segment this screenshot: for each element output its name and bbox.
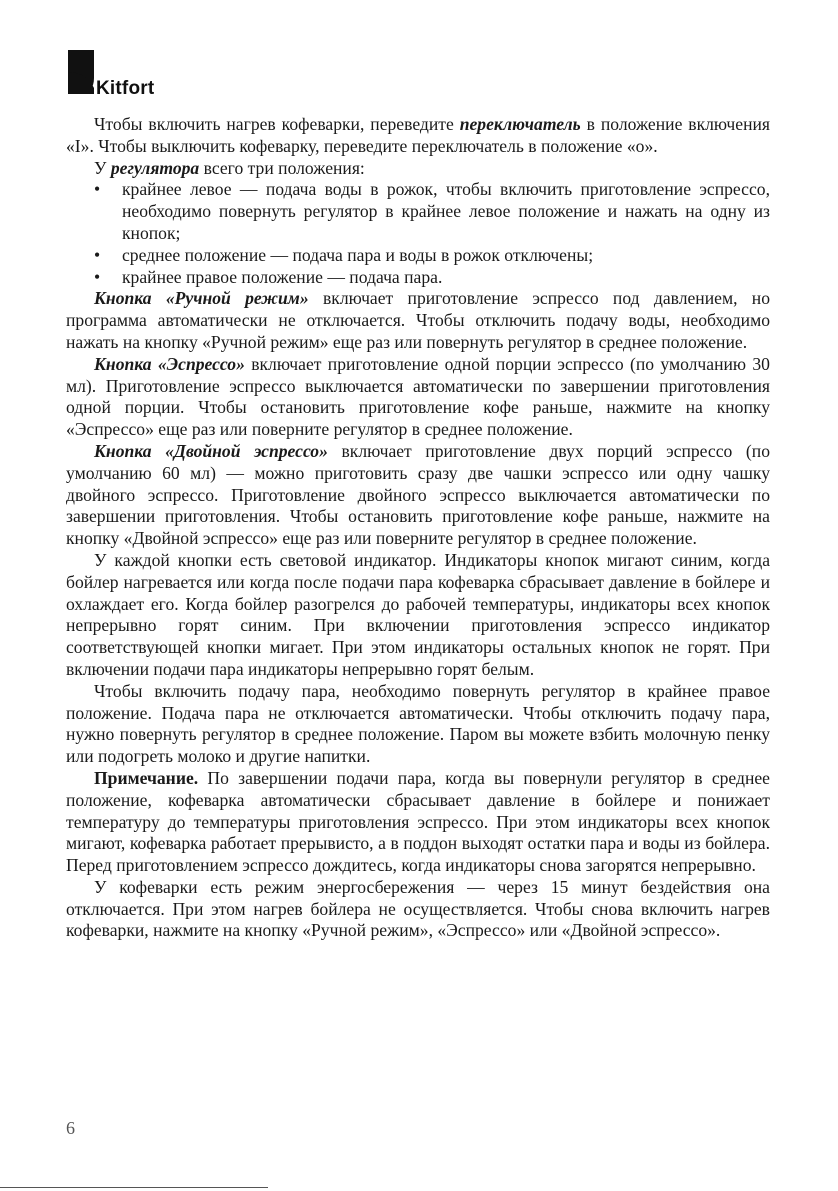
list-item: • крайнее правое положение — подача пара. [94, 266, 443, 287]
regulator-positions-list [66, 179, 770, 288]
paragraph-switch: Чтобы включить нагрев кофеварки, переведите переключатель в положение включения «I». Чтобы выключить кофеварку, переведите переключатель в положение «о». [66, 114, 770, 156]
term-manual-mode: Кнопка «Ручной режим» [94, 288, 309, 309]
term-switch: переключатель [459, 114, 581, 134]
paragraph-double-espresso: Кнопка «Двойной эспрессо» включает приготовление двух порций эспрессо (по умолчанию 60 мл) — можно приготовить сразу две чашки эспрессо или одну чашку двойного эспрессо. Приготовление двойного эспрессо выключается автоматически по завершении приготовления. Чтобы остановить приготовление кофе раньше, нажмите на кнопку «Двойной эспрессо» еще раз или поверните регулятор в среднее положение. [66, 440, 770, 549]
term-double-espresso: Кнопка «Двойной эспрессо» [94, 440, 328, 461]
list-item: • среднее положение — подача пара и воды в рожок отключены; [94, 244, 594, 265]
paragraph-espresso: Кнопка «Эспрессо» включает приготовление одной порции эспрессо (по умолчанию 30 мл). Приготовление эспрессо выключается автоматически по завершении приготовления одной порции. Чтобы остановить приготовление кофе раньше, нажмите на кнопку «Эспрессо» еще раз или поверните регулятор в среднее положение. [66, 353, 770, 440]
brand-name: Kitfort [96, 78, 155, 99]
list-item: • крайнее левое — подача воды в рожок, чтобы включить приготовление эспрессо, необходимо повернуть регулятор в крайнее левое положение и нажать на одну из кнопок; [94, 179, 770, 243]
page-content [66, 114, 770, 942]
bullet-marker: • [94, 179, 101, 200]
term-regulator: регулятора [110, 157, 200, 178]
paragraph-steam: Чтобы включить подачу пара, необходимо повернуть регулятор в крайнее правое положение. Подача пара не отключается автоматически. Чтобы отключить подачу пара, нужно повернуть регулятор в среднее положение. Паром вы можете взбить молочную пенку или подогреть молоко и другие напитки. [66, 680, 770, 767]
footer-divider [0, 1187, 268, 1188]
paragraph-manual-mode: Кнопка «Ручной режим» включает приготовление эспрессо под давлением, но программа автоматически не отключается. Чтобы отключить подачу воды, необходимо нажать на кнопку «Ручной режим» еще раз или повернуть регулятор в среднее положение. [66, 288, 770, 352]
paragraph-regulator: У регулятора всего три положения: [94, 157, 365, 178]
kitfort-logo-icon [66, 48, 96, 96]
brand-logo [66, 48, 176, 108]
bullet-marker: • [94, 266, 101, 287]
bullet-marker: • [94, 244, 101, 265]
paragraph-note: Примечание. По завершении подачи пара, когда вы повернули регулятор в среднее положение, кофеварка автоматически сбрасывает давление в бойлере и понижает температуру до температуры приготовления эспрессо. При этом индикаторы всех кнопок мигают, кофеварка работает прерывисто, а в поддон выходят остатки пара и воды из бойлера. Перед приготовлением эспрессо дождитесь, когда индикаторы снова загорятся непрерывно. [66, 767, 770, 876]
term-espresso: Кнопка «Эспрессо» [94, 353, 245, 374]
note-label: Примечание. [94, 767, 199, 788]
paragraph-indicators: У каждой кнопки есть световой индикатор. Индикаторы кнопок мигают синим, когда бойлер нагревается или когда после подачи пара кофеварка сбрасывает давление в бойлере и охлаждает его. Когда бойлер разогрелся до рабочей температуры, индикаторы всех кнопок непрерывно горят синим. При включении приготовления эспрессо индикатор соответствующей кнопки мигает. При этом индикаторы остальных кнопок не горят. При включении подачи пара индикаторы непрерывно горят белым. [66, 549, 770, 679]
page-number: 6 [66, 1118, 75, 1138]
paragraph-energy-saving: У кофеварки есть режим энергосбережения — через 15 минут бездействия она отключается. При этом нагрев бойлера не осуществляется. Чтобы снова включить нагрев кофеварки, нажмите на кнопку «Ручной режим», «Эспрессо» или «Двойной эспрессо». [66, 876, 770, 941]
